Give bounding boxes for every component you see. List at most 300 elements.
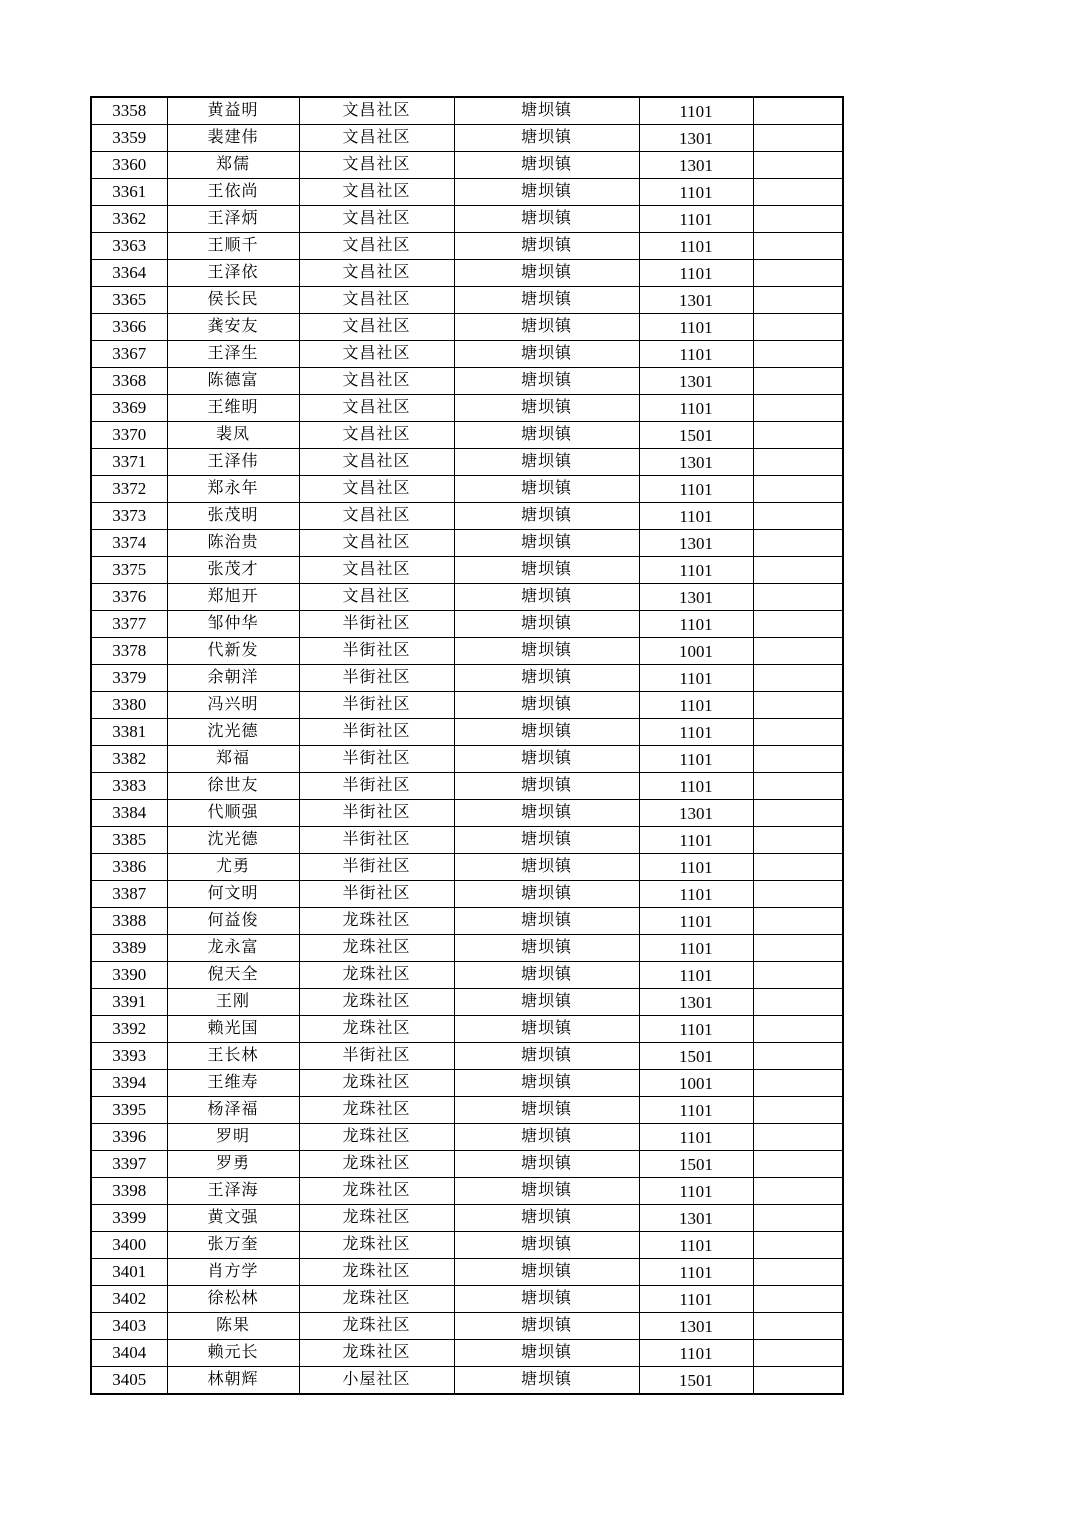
town-cell: 塘坝镇 [454,395,639,422]
note-cell [753,1016,843,1043]
person-name-cell: 张万奎 [167,1232,299,1259]
table-row [91,449,843,476]
note-cell [753,1340,843,1367]
town-cell: 塘坝镇 [454,449,639,476]
table-row [91,1124,843,1151]
code-cell: 1101 [639,773,753,800]
note-cell [753,1097,843,1124]
community-cell: 半街社区 [299,746,454,773]
note-cell [753,611,843,638]
note-cell [753,1232,843,1259]
table-row [91,152,843,179]
code-cell: 1101 [639,665,753,692]
person-name-cell: 陈果 [167,1313,299,1340]
person-name-cell: 张茂明 [167,503,299,530]
community-cell: 半街社区 [299,881,454,908]
person-name-cell: 冯兴明 [167,692,299,719]
town-cell: 塘坝镇 [454,530,639,557]
row-number-cell: 3383 [91,773,167,800]
person-name-cell: 沈光德 [167,827,299,854]
community-cell: 文昌社区 [299,503,454,530]
table-row [91,611,843,638]
community-cell: 文昌社区 [299,476,454,503]
community-cell: 龙珠社区 [299,1016,454,1043]
town-cell: 塘坝镇 [454,962,639,989]
town-cell: 塘坝镇 [454,422,639,449]
row-number-cell: 3377 [91,611,167,638]
note-cell [753,881,843,908]
row-number-cell: 3370 [91,422,167,449]
row-number-cell: 3392 [91,1016,167,1043]
row-number-cell: 3363 [91,233,167,260]
person-name-cell: 陈德富 [167,368,299,395]
table-row [91,260,843,287]
code-cell: 1101 [639,341,753,368]
person-name-cell: 陈治贵 [167,530,299,557]
town-cell: 塘坝镇 [454,341,639,368]
person-name-cell: 徐松林 [167,1286,299,1313]
table-row [91,341,843,368]
code-cell: 1101 [639,611,753,638]
note-cell [753,314,843,341]
person-name-cell: 裴凤 [167,422,299,449]
code-cell: 1501 [639,1367,753,1395]
row-number-cell: 3373 [91,503,167,530]
table-row [91,179,843,206]
town-cell: 塘坝镇 [454,557,639,584]
row-number-cell: 3367 [91,341,167,368]
note-cell [753,125,843,152]
code-cell: 1101 [639,1016,753,1043]
note-cell [753,719,843,746]
person-name-cell: 王泽炳 [167,206,299,233]
code-cell: 1101 [639,854,753,881]
code-cell: 1101 [639,962,753,989]
town-cell: 塘坝镇 [454,179,639,206]
town-cell: 塘坝镇 [454,1124,639,1151]
code-cell: 1101 [639,557,753,584]
note-cell [753,557,843,584]
note-cell [753,1124,843,1151]
community-cell: 龙珠社区 [299,1070,454,1097]
note-cell [753,287,843,314]
person-name-cell: 王泽依 [167,260,299,287]
person-name-cell: 龚安友 [167,314,299,341]
community-cell: 文昌社区 [299,314,454,341]
note-cell [753,368,843,395]
code-cell: 1101 [639,1340,753,1367]
town-cell: 塘坝镇 [454,1178,639,1205]
town-cell: 塘坝镇 [454,206,639,233]
table-row [91,530,843,557]
town-cell: 塘坝镇 [454,1313,639,1340]
table-row [91,908,843,935]
code-cell: 1301 [639,1313,753,1340]
note-cell [753,989,843,1016]
town-cell: 塘坝镇 [454,368,639,395]
row-number-cell: 3399 [91,1205,167,1232]
community-cell: 文昌社区 [299,179,454,206]
table-row [91,368,843,395]
roster-table-body [91,97,843,1394]
code-cell: 1101 [639,1286,753,1313]
note-cell [753,1367,843,1395]
row-number-cell: 3376 [91,584,167,611]
code-cell: 1101 [639,827,753,854]
community-cell: 文昌社区 [299,152,454,179]
community-cell: 半街社区 [299,719,454,746]
town-cell: 塘坝镇 [454,719,639,746]
table-row [91,746,843,773]
row-number-cell: 3380 [91,692,167,719]
town-cell: 塘坝镇 [454,854,639,881]
note-cell [753,449,843,476]
code-cell: 1101 [639,206,753,233]
row-number-cell: 3368 [91,368,167,395]
note-cell [753,692,843,719]
community-cell: 文昌社区 [299,341,454,368]
community-cell: 文昌社区 [299,449,454,476]
community-cell: 龙珠社区 [299,1313,454,1340]
community-cell: 半街社区 [299,854,454,881]
person-name-cell: 郑福 [167,746,299,773]
community-cell: 龙珠社区 [299,1232,454,1259]
note-cell [753,1043,843,1070]
code-cell: 1301 [639,152,753,179]
note-cell [753,179,843,206]
town-cell: 塘坝镇 [454,989,639,1016]
person-name-cell: 黄文强 [167,1205,299,1232]
row-number-cell: 3360 [91,152,167,179]
table-row [91,827,843,854]
code-cell: 1301 [639,125,753,152]
person-name-cell: 王刚 [167,989,299,1016]
table-row [91,1205,843,1232]
town-cell: 塘坝镇 [454,1259,639,1286]
note-cell [753,97,843,125]
row-number-cell: 3366 [91,314,167,341]
code-cell: 1301 [639,989,753,1016]
note-cell [753,1070,843,1097]
row-number-cell: 3372 [91,476,167,503]
code-cell: 1301 [639,287,753,314]
person-name-cell: 肖方学 [167,1259,299,1286]
person-name-cell: 杨泽福 [167,1097,299,1124]
community-cell: 龙珠社区 [299,1151,454,1178]
code-cell: 1101 [639,692,753,719]
table-row [91,854,843,881]
code-cell: 1101 [639,908,753,935]
community-cell: 文昌社区 [299,260,454,287]
code-cell: 1301 [639,584,753,611]
table-row [91,773,843,800]
table-row [91,1232,843,1259]
person-name-cell: 王泽海 [167,1178,299,1205]
town-cell: 塘坝镇 [454,935,639,962]
note-cell [753,665,843,692]
note-cell [753,206,843,233]
town-cell: 塘坝镇 [454,503,639,530]
person-name-cell: 林朝辉 [167,1367,299,1395]
community-cell: 文昌社区 [299,368,454,395]
row-number-cell: 3398 [91,1178,167,1205]
community-cell: 文昌社区 [299,233,454,260]
community-cell: 龙珠社区 [299,1340,454,1367]
person-name-cell: 郑永年 [167,476,299,503]
person-name-cell: 王泽伟 [167,449,299,476]
code-cell: 1301 [639,368,753,395]
row-number-cell: 3387 [91,881,167,908]
person-name-cell: 王顺千 [167,233,299,260]
row-number-cell: 3388 [91,908,167,935]
row-number-cell: 3401 [91,1259,167,1286]
row-number-cell: 3385 [91,827,167,854]
code-cell: 1301 [639,530,753,557]
table-row [91,1043,843,1070]
table-row [91,1070,843,1097]
row-number-cell: 3395 [91,1097,167,1124]
note-cell [753,962,843,989]
table-row [91,800,843,827]
table-row [91,1367,843,1395]
community-cell: 文昌社区 [299,206,454,233]
town-cell: 塘坝镇 [454,1070,639,1097]
row-number-cell: 3396 [91,1124,167,1151]
table-row [91,1259,843,1286]
town-cell: 塘坝镇 [454,827,639,854]
community-cell: 半街社区 [299,611,454,638]
note-cell [753,476,843,503]
roster-table [90,96,844,1395]
note-cell [753,152,843,179]
note-cell [753,503,843,530]
community-cell: 文昌社区 [299,97,454,125]
table-row [91,557,843,584]
row-number-cell: 3393 [91,1043,167,1070]
table-row [91,638,843,665]
town-cell: 塘坝镇 [454,665,639,692]
table-row [91,1097,843,1124]
person-name-cell: 何文明 [167,881,299,908]
note-cell [753,1286,843,1313]
person-name-cell: 龙永富 [167,935,299,962]
community-cell: 文昌社区 [299,584,454,611]
note-cell [753,827,843,854]
community-cell: 龙珠社区 [299,1178,454,1205]
person-name-cell: 邹仲华 [167,611,299,638]
row-number-cell: 3402 [91,1286,167,1313]
person-name-cell: 余朝洋 [167,665,299,692]
community-cell: 半街社区 [299,800,454,827]
row-number-cell: 3394 [91,1070,167,1097]
row-number-cell: 3403 [91,1313,167,1340]
table-row [91,881,843,908]
note-cell [753,260,843,287]
row-number-cell: 3397 [91,1151,167,1178]
code-cell: 1101 [639,503,753,530]
code-cell: 1101 [639,881,753,908]
code-cell: 1501 [639,422,753,449]
table-row [91,692,843,719]
note-cell [753,1259,843,1286]
person-name-cell: 张茂才 [167,557,299,584]
table-row [91,989,843,1016]
table-row [91,1151,843,1178]
table-row [91,422,843,449]
community-cell: 龙珠社区 [299,962,454,989]
town-cell: 塘坝镇 [454,1205,639,1232]
person-name-cell: 郑旭开 [167,584,299,611]
community-cell: 文昌社区 [299,530,454,557]
row-number-cell: 3391 [91,989,167,1016]
person-name-cell: 代新发 [167,638,299,665]
town-cell: 塘坝镇 [454,1286,639,1313]
row-number-cell: 3359 [91,125,167,152]
row-number-cell: 3400 [91,1232,167,1259]
note-cell [753,908,843,935]
note-cell [753,233,843,260]
note-cell [753,584,843,611]
town-cell: 塘坝镇 [454,125,639,152]
town-cell: 塘坝镇 [454,1097,639,1124]
person-name-cell: 代顺强 [167,800,299,827]
note-cell [753,854,843,881]
town-cell: 塘坝镇 [454,1367,639,1395]
person-name-cell: 罗勇 [167,1151,299,1178]
table-row [91,97,843,125]
table-row [91,287,843,314]
note-cell [753,1313,843,1340]
table-row [91,125,843,152]
code-cell: 1301 [639,449,753,476]
community-cell: 半街社区 [299,827,454,854]
table-row [91,719,843,746]
person-name-cell: 王泽生 [167,341,299,368]
table-row [91,1178,843,1205]
town-cell: 塘坝镇 [454,287,639,314]
town-cell: 塘坝镇 [454,908,639,935]
town-cell: 塘坝镇 [454,1232,639,1259]
table-row [91,476,843,503]
row-number-cell: 3389 [91,935,167,962]
community-cell: 文昌社区 [299,395,454,422]
note-cell [753,530,843,557]
code-cell: 1101 [639,179,753,206]
community-cell: 龙珠社区 [299,1124,454,1151]
person-name-cell: 沈光德 [167,719,299,746]
code-cell: 1101 [639,719,753,746]
community-cell: 龙珠社区 [299,1097,454,1124]
code-cell: 1501 [639,1043,753,1070]
town-cell: 塘坝镇 [454,97,639,125]
code-cell: 1101 [639,1259,753,1286]
code-cell: 1101 [639,1232,753,1259]
community-cell: 龙珠社区 [299,1259,454,1286]
town-cell: 塘坝镇 [454,314,639,341]
town-cell: 塘坝镇 [454,800,639,827]
code-cell: 1301 [639,1205,753,1232]
row-number-cell: 3375 [91,557,167,584]
row-number-cell: 3386 [91,854,167,881]
community-cell: 龙珠社区 [299,1205,454,1232]
person-name-cell: 赖元长 [167,1340,299,1367]
community-cell: 小屋社区 [299,1367,454,1395]
town-cell: 塘坝镇 [454,611,639,638]
town-cell: 塘坝镇 [454,773,639,800]
code-cell: 1501 [639,1151,753,1178]
town-cell: 塘坝镇 [454,584,639,611]
person-name-cell: 裴建伟 [167,125,299,152]
person-name-cell: 郑儒 [167,152,299,179]
table-row [91,962,843,989]
code-cell: 1101 [639,1124,753,1151]
town-cell: 塘坝镇 [454,476,639,503]
table-row [91,503,843,530]
town-cell: 塘坝镇 [454,1340,639,1367]
table-row [91,206,843,233]
community-cell: 半街社区 [299,1043,454,1070]
community-cell: 龙珠社区 [299,1286,454,1313]
town-cell: 塘坝镇 [454,746,639,773]
note-cell [753,638,843,665]
code-cell: 1101 [639,935,753,962]
community-cell: 半街社区 [299,638,454,665]
person-name-cell: 尤勇 [167,854,299,881]
note-cell [753,1178,843,1205]
person-name-cell: 王维明 [167,395,299,422]
town-cell: 塘坝镇 [454,638,639,665]
table-row [91,233,843,260]
person-name-cell: 倪天全 [167,962,299,989]
town-cell: 塘坝镇 [454,1151,639,1178]
table-row [91,314,843,341]
person-name-cell: 侯长民 [167,287,299,314]
row-number-cell: 3405 [91,1367,167,1395]
person-name-cell: 王维寿 [167,1070,299,1097]
row-number-cell: 3364 [91,260,167,287]
note-cell [753,1205,843,1232]
town-cell: 塘坝镇 [454,233,639,260]
note-cell [753,341,843,368]
person-name-cell: 徐世友 [167,773,299,800]
row-number-cell: 3381 [91,719,167,746]
row-number-cell: 3369 [91,395,167,422]
code-cell: 1001 [639,638,753,665]
row-number-cell: 3379 [91,665,167,692]
row-number-cell: 3382 [91,746,167,773]
person-name-cell: 王长林 [167,1043,299,1070]
code-cell: 1101 [639,1178,753,1205]
community-cell: 文昌社区 [299,557,454,584]
note-cell [753,935,843,962]
table-row [91,1286,843,1313]
community-cell: 龙珠社区 [299,908,454,935]
row-number-cell: 3404 [91,1340,167,1367]
table-row [91,584,843,611]
row-number-cell: 3390 [91,962,167,989]
row-number-cell: 3361 [91,179,167,206]
code-cell: 1101 [639,314,753,341]
code-cell: 1101 [639,97,753,125]
note-cell [753,422,843,449]
town-cell: 塘坝镇 [454,692,639,719]
row-number-cell: 3378 [91,638,167,665]
note-cell [753,1151,843,1178]
code-cell: 1101 [639,260,753,287]
note-cell [753,746,843,773]
row-number-cell: 3371 [91,449,167,476]
town-cell: 塘坝镇 [454,1016,639,1043]
